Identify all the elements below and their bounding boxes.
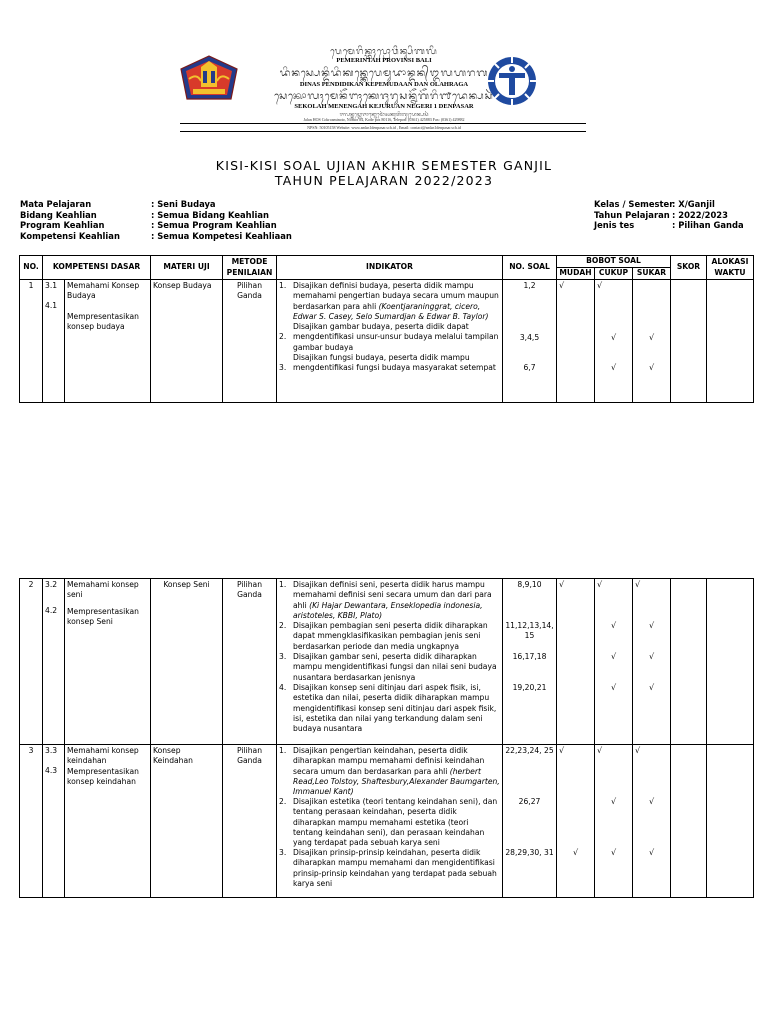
kd-text: Mempresentasikan konsep budaya xyxy=(67,311,139,331)
materi-uji: Konsep Budaya xyxy=(151,280,223,403)
kd-codes xyxy=(43,280,65,403)
check-mark: √ xyxy=(648,363,655,372)
letterhead-rule-thin xyxy=(180,131,586,132)
no-soal: 22,23,24, 25 xyxy=(505,746,554,755)
mudah-cell xyxy=(557,745,595,898)
info-value: : Semua Bidang Keahlian xyxy=(151,209,269,220)
kd-text: Mempresentasikan konsep Seni xyxy=(67,606,139,626)
sukar-cell xyxy=(633,745,671,898)
check-mark: √ xyxy=(597,580,603,589)
no-soal-cell xyxy=(503,579,557,745)
header-indikator: INDIKATOR xyxy=(277,256,503,280)
kd-code: 3.1 xyxy=(45,281,58,290)
no-soal: 26,27 xyxy=(518,797,541,806)
kd-texts xyxy=(65,579,151,745)
materi-uji: Konsep Keindahan xyxy=(151,745,223,898)
row-no: 2 xyxy=(20,579,43,745)
indikator-cell xyxy=(277,280,503,403)
row-no: 1 xyxy=(20,280,43,403)
check-mark: √ xyxy=(559,580,565,589)
table-row xyxy=(20,745,754,898)
indicator-number: 1. xyxy=(279,746,287,755)
check-mark: √ xyxy=(610,333,617,342)
indicator-text: Disajikan fungsi budaya, peserta didik mampu mengdentifikasi fungsi budaya masyarakat setempat xyxy=(293,353,496,373)
info-value: : X/Ganjil xyxy=(672,199,715,209)
letterhead-rule xyxy=(180,123,586,124)
cukup-cell xyxy=(595,745,633,898)
kisi-table-page2 xyxy=(19,578,754,898)
indicator-number: 3. xyxy=(279,848,287,857)
indikator-cell xyxy=(277,745,503,898)
materi-uji: Konsep Seni xyxy=(151,579,223,745)
indicator-text: Disajikan pengertian keindahan, peserta didik diharapkan mampu memahami definisi keindahan secara umum dan berdasarkan para ahli xyxy=(293,746,485,776)
check-mark: √ xyxy=(635,746,641,755)
check-mark: √ xyxy=(648,333,655,342)
info-label: Program Keahlian xyxy=(20,220,105,231)
indicator-text: Disajikan estetika (teori tentang keindahan seni), dan tentang perasaan keindahan, peserta didik diharapkan mampu memahami estetika (teori tentang keindahan seni), dan perasaan keindahan yang terdapat pada sebuah karya seni xyxy=(293,797,498,848)
skor-cell xyxy=(671,280,707,403)
no-soal: 11,12,13,14, 15 xyxy=(505,621,554,641)
kd-code: 4.1 xyxy=(45,301,58,311)
doc-title-line1: KISI-KISI SOAL UJIAN AKHIR SEMESTER GANJIL xyxy=(215,158,553,173)
no-soal: 28,29,30, 31 xyxy=(505,848,554,857)
check-mark: √ xyxy=(610,848,617,857)
indicator-text: Disajikan gambar budaya, peserta didik dapat mengdentifikasi unsur-unsur budaya melalui tampilan gambar budaya xyxy=(293,322,499,352)
kd-code: 4.2 xyxy=(45,606,58,616)
indicator-experts: (Koentjaraninggrat, cicero, Edwar S. Casey, Selo Sumardjan & Edwar B. Taylor) xyxy=(293,301,489,321)
indicator-text: Disajikan definisi seni, peserta didik harus mampu memahami definisi seni secara umum dan dari para ahli xyxy=(293,580,492,610)
kd-texts xyxy=(65,280,151,403)
sukar-cell xyxy=(633,579,671,745)
gov-name: PEMERINTAH PROVINSI BALI xyxy=(336,57,432,64)
check-mark: √ xyxy=(610,683,617,692)
check-mark: √ xyxy=(597,281,603,290)
indicator-number: 4. xyxy=(279,683,287,692)
no-soal-cell xyxy=(503,745,557,898)
indicator-text: Disajikan definisi budaya, peserta didik mampu memahami pengertian budaya secara umum maupun berdasarkan para ahli xyxy=(293,281,499,311)
info-right xyxy=(594,199,744,231)
indicator-text: Disajikan prinsip-prinsip keindahan, peserta didik diharapkan mampu memahami dan mengidentifikasi prinsip-prinsip keindahan yang terdapat pada sebuah karya seni xyxy=(293,848,497,888)
no-soal: 3,4,5 xyxy=(519,333,540,342)
alokasi-cell xyxy=(707,579,754,745)
mudah-cell xyxy=(557,579,595,745)
header-metode: METODE PENILAIAN xyxy=(223,256,277,280)
no-soal: 1,2 xyxy=(523,281,536,290)
info-label: Bidang Keahlian xyxy=(20,209,97,220)
header-skor: SKOR xyxy=(671,256,707,280)
info-label: Kelas / Semester xyxy=(594,199,674,209)
indicator-number: 2. xyxy=(279,332,287,341)
balinese-script-dinas: ᬤᬶᬦᬲ᭄ᬧᬾᬦ᭄ᬤᬶᬤᬶᬓᬦ᭄ᬓᬾᬧᬾᬫᬸᬤᬵᬦ᭄ᬤᬦ᭄ᬑᬮᬳᬭᬕ xyxy=(279,68,489,79)
sukar-cell xyxy=(633,280,671,403)
kd-codes xyxy=(43,745,65,898)
mudah-cell xyxy=(557,280,595,403)
kd-text: Memahami konsep keindahan xyxy=(67,746,139,766)
cukup-cell xyxy=(595,280,633,403)
kd-texts xyxy=(65,745,151,898)
kd-code: 3.2 xyxy=(45,580,58,589)
metode-penilaian: Pilihan Ganda xyxy=(223,579,277,745)
check-mark: √ xyxy=(559,281,565,290)
indicator-number: 1. xyxy=(279,580,287,589)
check-mark: √ xyxy=(610,652,617,661)
no-soal: 16,17,18 xyxy=(512,652,547,661)
indikator-cell xyxy=(277,579,503,745)
header-mudah: MUDAH xyxy=(557,268,595,280)
indicator-text: Disajikan gambar seni, peserta didik diharapkan mampu mengidentifikasi fungsi dan nilai seni budaya nusantara berdasarkan jenisnya xyxy=(293,652,497,682)
info-label: Mata Pelajaran xyxy=(20,199,92,209)
info-label: Jenis tes xyxy=(594,220,635,231)
check-mark: √ xyxy=(648,848,655,857)
balinese-script-address: ᬚᬮᬦ᭄ᬓᬫ᭄ᬩᭀᬚᬵᬦ᭄ᬦᭀᬫᭀᬃ᭔᭔ᬓᬸᬢᬶᬕᬸᬄᬤᬾᬦ᭄ᬧᬲᬃ xyxy=(339,113,429,118)
header-no: NO. xyxy=(20,256,43,280)
check-mark: √ xyxy=(648,652,655,661)
indicator-text: Disajikan pembagian seni peserta didik diharapkan dapat mmengklasifikasikan pembagian jenis seni berdasarkan periode dan media ungkapnya xyxy=(293,621,488,651)
kisi-table-page1 xyxy=(19,255,754,403)
kd-code: 3.3 xyxy=(45,746,58,755)
check-mark: √ xyxy=(610,797,617,806)
skor-cell xyxy=(671,745,707,898)
info-label: Kompetensi Keahlian xyxy=(20,230,120,241)
kd-text: Memahami Konsep Budaya xyxy=(67,281,140,301)
school-web: NPSN: 50105158 Website: www.smkn1denpasar.sch.id , Email: contact@smkn1denpasar.sch.id xyxy=(307,125,461,130)
info-value: : Semua Program Keahlian xyxy=(151,220,277,231)
metode-penilaian: Pilihan Ganda xyxy=(223,280,277,403)
check-mark: √ xyxy=(648,797,655,806)
no-soal: 8,9,10 xyxy=(517,580,542,589)
header-kd: KOMPETENSI DASAR xyxy=(43,256,151,280)
info-value: : Seni Budaya xyxy=(151,199,216,209)
indicator-number: 3. xyxy=(279,363,287,372)
check-mark: √ xyxy=(648,683,655,692)
info-value: : Semua Kompetesi Keahliaan xyxy=(151,230,292,241)
indicator-number: 2. xyxy=(279,621,287,630)
indicator-number: 3. xyxy=(279,652,287,661)
dinas-name: DINAS PENDIDIKAN KEPEMUDAAN DAN OLAHRAGA xyxy=(299,81,469,88)
no-soal: 6,7 xyxy=(523,363,536,372)
alokasi-cell xyxy=(707,280,754,403)
kd-text: Mempresentasikan konsep keindahan xyxy=(67,766,139,786)
indicator-text: Disajikan konsep seni ditinjau dari aspek fisik, isi, estetika dan nilai, peserta didik diharapkan mampu mengidentifikasi konsep seni ditinjau dari aspek fisik, isi, estetika dan nilai yang terkandung dalam seni budaya nusantara xyxy=(293,683,497,734)
cukup-cell xyxy=(595,579,633,745)
header-no-soal: NO. SOAL xyxy=(503,256,557,280)
check-mark: √ xyxy=(572,848,579,857)
header-alokasi: ALOKASI WAKTU xyxy=(707,256,754,280)
school-name: SEKOLAH MENENGAH KEJURUAN NEGERI 1 DENPASAR xyxy=(294,103,474,110)
header-cukup: CUKUP xyxy=(595,268,633,280)
check-mark: √ xyxy=(559,746,565,755)
doc-title-line2: TAHUN PELAJARAN 2022/2023 xyxy=(274,173,494,188)
check-mark: √ xyxy=(648,621,655,630)
smk-logo xyxy=(486,55,538,107)
table-row xyxy=(20,579,754,745)
indicator-experts: (herbert Read,Leo Tolstoy, Shaftesbury,Alexander Baumgarten, Immanuel Kant) xyxy=(293,766,500,797)
header-bobot: BOBOT SOAL xyxy=(557,256,671,268)
header-materi: MATERI UJI xyxy=(151,256,223,280)
school-address: Jalan HOS Cokroaminoto, Nomor 84, Kode pos 80116, Telepon: (0361) 425883 Fax: (0361) 429882 xyxy=(303,117,465,122)
info-left xyxy=(20,199,292,241)
kd-codes xyxy=(43,579,65,745)
balinese-script-top: ᬧᬾᬫᬾᬭᬶᬦ᭄ᬢᬄᬧ᭄ᬭᭀᬯᬶᬦ᭄ᬲᬶᬩᬮᬶ xyxy=(330,47,438,57)
kd-code: 4.3 xyxy=(45,766,58,776)
skor-cell xyxy=(671,579,707,745)
info-label: Tahun Pelajaran xyxy=(594,209,670,220)
check-mark: √ xyxy=(610,363,617,372)
indicator-experts: (Ki Hajar Dewantara, Enseklopedia indonesia, aristoteles, KBBI, Plato) xyxy=(293,600,483,620)
indicator-number: 2. xyxy=(279,797,287,806)
kd-text: Memahami konsep seni xyxy=(67,580,139,600)
header-sukar: SUKAR xyxy=(633,268,671,280)
no-soal: 19,20,21 xyxy=(512,683,547,692)
indicator-number: 1. xyxy=(279,281,287,290)
row-no: 3 xyxy=(20,745,43,898)
check-mark: √ xyxy=(597,746,603,755)
balinese-script-school: ᬲᬾᬓᭀᬮᬄᬫᬾᬦᭂᬗᬄᬓᬾᬚᬸᬭᬸᬲᬦ᭄ᬦᭂᬕᭂᬭᬶ᭑ᬤᬾᬦ᭄ᬧᬲᬃ xyxy=(274,91,494,102)
check-mark: √ xyxy=(635,580,641,589)
alokasi-cell xyxy=(707,745,754,898)
check-mark: √ xyxy=(610,621,617,630)
info-value: : Pilihan Ganda xyxy=(672,220,744,231)
table-row xyxy=(20,280,754,403)
no-soal-cell xyxy=(503,280,557,403)
metode-penilaian: Pilihan Ganda xyxy=(223,745,277,898)
info-value: : 2022/2023 xyxy=(672,209,728,220)
